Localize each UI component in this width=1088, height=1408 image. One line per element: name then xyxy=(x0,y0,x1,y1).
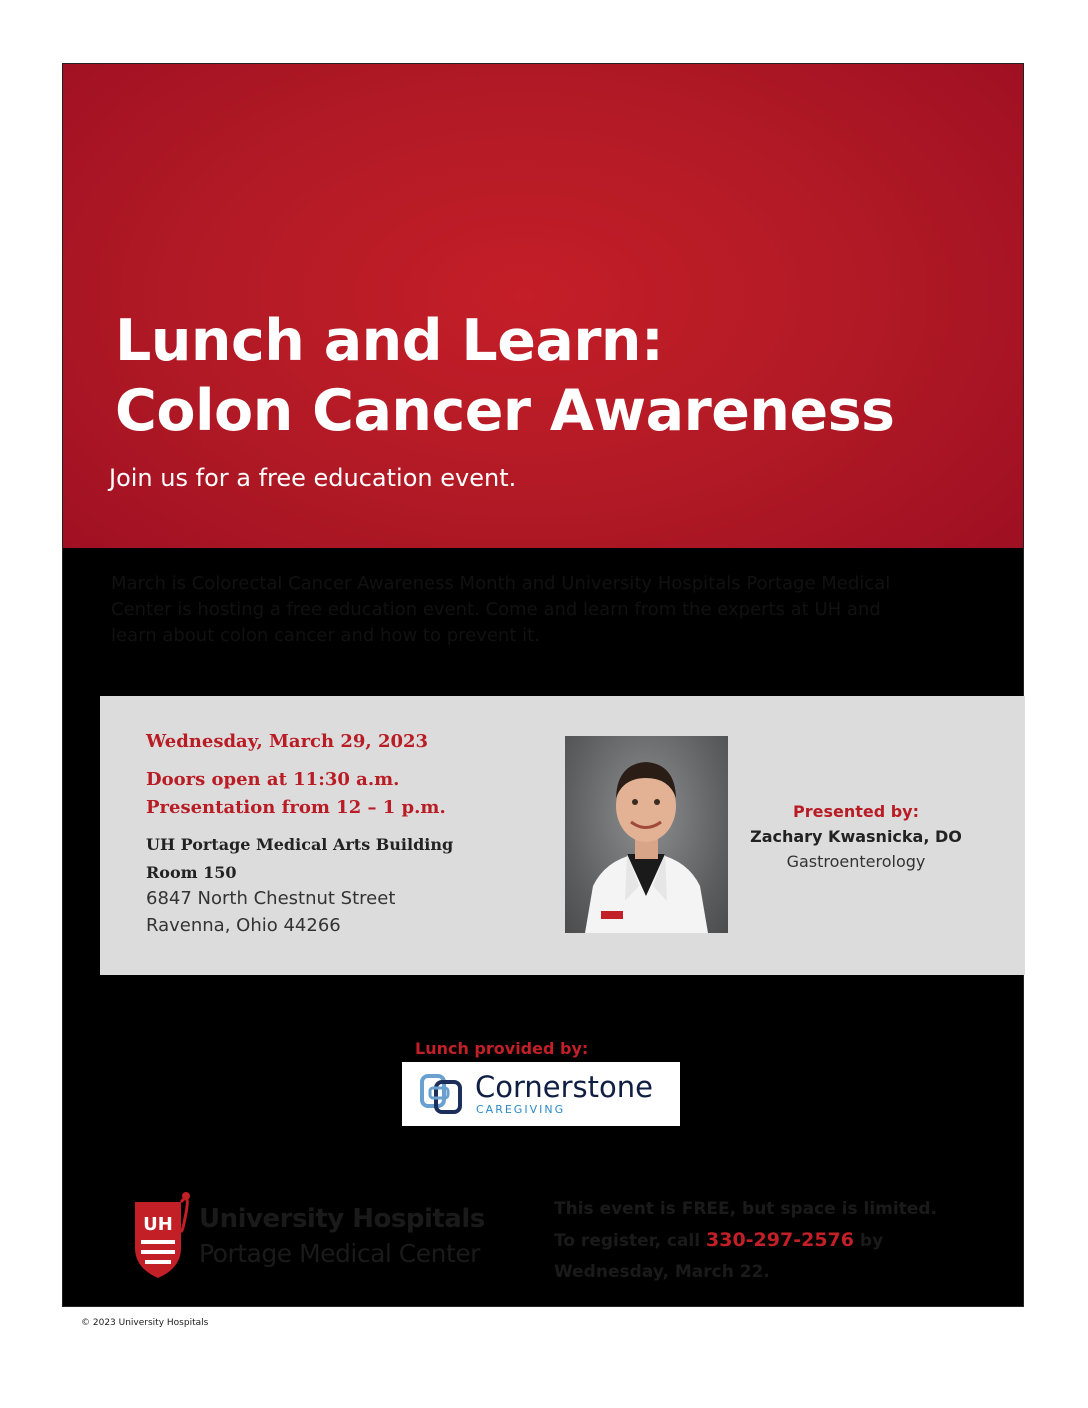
presenter-name: Zachary Kwasnicka, DO xyxy=(750,827,962,846)
presenter-label: Presented by: xyxy=(792,802,920,821)
intro-paragraph xyxy=(111,571,931,649)
doors-open-time: Doors open at 11:30 a.m. xyxy=(146,769,400,790)
address-city: Ravenna, Ohio 44266 xyxy=(146,915,341,936)
presenter-specialty: Gastroenterology xyxy=(786,852,926,871)
event-details-panel xyxy=(100,696,1025,975)
copyright: © 2023 University Hospitals xyxy=(81,1318,209,1328)
register-suffix: by xyxy=(859,1231,884,1251)
cornerstone-mark-icon xyxy=(416,1068,468,1120)
uh-logo-text: UH xyxy=(143,1214,173,1235)
hero-banner xyxy=(63,64,1023,548)
presenter-info xyxy=(700,802,1012,871)
sponsor-logo xyxy=(402,1062,680,1126)
uh-shield-logo-icon xyxy=(133,1190,193,1280)
registration-info xyxy=(554,1194,974,1288)
register-deadline: Wednesday, March 22. xyxy=(554,1262,770,1282)
presentation-time: Presentation from 12 – 1 p.m. xyxy=(146,797,446,818)
org-name: University Hospitals xyxy=(199,1204,485,1234)
venue-room: Room 150 xyxy=(146,863,237,882)
intro-line-1: March is Colorectal Cancer Awareness Month and University Hospitals Portage Medical xyxy=(111,573,891,594)
page-title xyxy=(115,306,895,446)
register-phone: 330-297-2576 xyxy=(706,1229,854,1251)
register-line-1: This event is FREE, but space is limited. xyxy=(554,1199,937,1219)
sponsor-tagline: CAREGIVING xyxy=(476,1103,566,1116)
venue xyxy=(146,831,453,887)
title-line-2: Colon Cancer Awareness xyxy=(115,378,895,444)
register-prefix: To register, call xyxy=(554,1231,701,1251)
subtitle: Join us for a free education event. xyxy=(109,464,517,492)
event-date: Wednesday, March 29, 2023 xyxy=(146,731,429,752)
sponsor-name: Cornerstone xyxy=(475,1070,653,1104)
lunch-label: Lunch provided by: xyxy=(415,1039,589,1058)
intro-line-3: learn about colon cancer and how to prevent it. xyxy=(111,625,540,646)
address xyxy=(146,885,395,939)
title-line-1: Lunch and Learn: xyxy=(115,308,664,374)
intro-line-2: Center is hosting a free education event. Come and learn from the experts at UH and xyxy=(111,599,881,620)
venue-building: UH Portage Medical Arts Building xyxy=(146,835,454,854)
event-times xyxy=(146,766,446,822)
org-subname: Portage Medical Center xyxy=(199,1239,480,1268)
event-flyer xyxy=(62,63,1024,1328)
address-street: 6847 North Chestnut Street xyxy=(146,888,396,909)
